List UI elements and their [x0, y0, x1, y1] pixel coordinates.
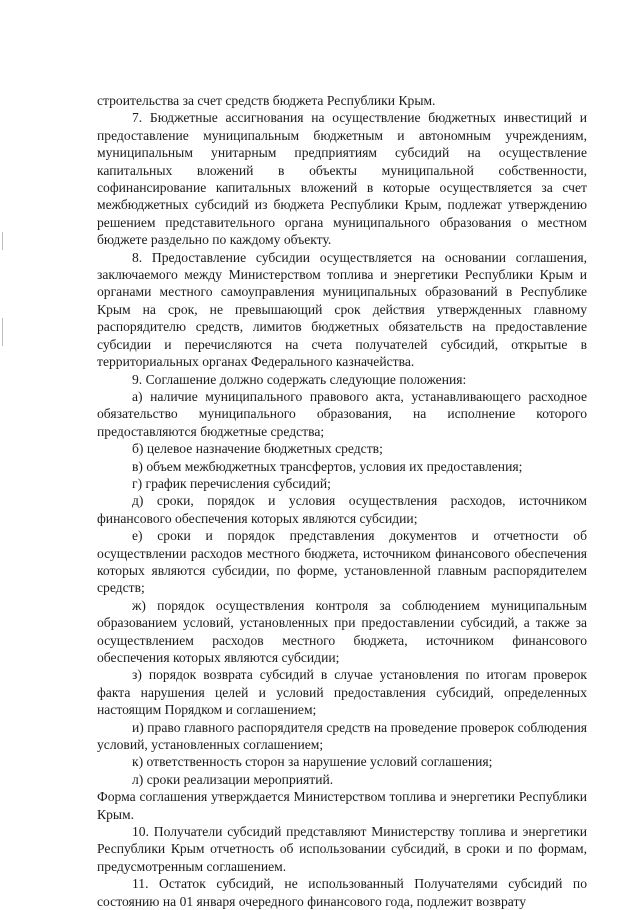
document-body — [97, 92, 587, 910]
list-item-e: е) сроки и порядок представления документов и отчетности об осуществлении расходов местного бюджета, источником финансового обеспечения которых являются субсидии, по форме, установленной главным распорядителем средств; — [97, 528, 587, 596]
list-item-zh: ж) порядок осуществления контроля за соблюдением муниципальным образованием условий, установленных при предоставлении субсидий, а также за осуществлением расходов местного бюджета, источником финансового обеспечения которых являются субсидии; — [97, 597, 587, 665]
paragraph-form-approval: Форма соглашения утверждается Министерством топлива и энергетики Республики Крым. — [97, 789, 587, 822]
list-item-z: з) порядок возврата субсидий в случае установления по итогам проверок факта нарушения целей и условий предоставления субсидий, определенных настоящим Порядком и соглашением; — [97, 667, 587, 718]
scan-margin-mark — [2, 318, 3, 346]
paragraph-11: 11. Остаток субсидий, не использованный Получателями субсидий по состоянию на 01 января очередного финансового года, подлежит возврату — [97, 876, 587, 909]
paragraph-8: 8. Предоставление субсидии осуществляется на основании соглашения, заключаемого между Министерством топлива и энергетики Республики Крым и органами местного самоуправления муниципальных образований в Республике Крым на срок, не превышающий срок действия утвержденных главному распорядителю средств, лимитов бюджетных обязательств на предоставление субсидии и перечисляются на счета получателей субсидий, открытые в территориальных органах Федерального казначейства. — [97, 249, 587, 370]
paragraph-10: 10. Получатели субсидий представляют Министерству топлива и энергетики Республики Крым отчетность об использовании субсидий, в сроки и по формам, предусмотренным соглашением. — [97, 824, 587, 874]
list-item-g: г) график перечисления субсидий; — [132, 475, 331, 491]
list-item-k: к) ответственность сторон за нарушение условий соглашения; — [132, 754, 493, 770]
list-item-l: л) сроки реализации мероприятий. — [132, 771, 334, 787]
list-item-d: д) сроки, порядок и условия осуществления расходов, источником финансового обеспечения которых являются субсидии; — [97, 493, 587, 526]
list-item-i: и) право главного распорядителя средств на проведение проверок соблюдения условий, установленных соглашением; — [97, 719, 587, 753]
list-item-v: в) объем межбюджетных трансфертов, условия их предоставления; — [132, 458, 523, 474]
scan-margin-mark — [2, 232, 3, 250]
list-item-a: а) наличие муниципального правового акта, устанавливающего расходное обязательство муниципального образования, на исполнение которого предоставляются бюджетные средства; — [97, 388, 587, 439]
paragraph-9: 9. Соглашение должно содержать следующие положения: — [132, 371, 467, 387]
paragraph-continuation: строительства за счет средств бюджета Республики Крым. — [97, 93, 436, 108]
list-item-b: б) целевое назначение бюджетных средств; — [132, 441, 383, 457]
paragraph-7: 7. Бюджетные ассигнования на осуществление бюджетных инвестиций и предоставление муниципальным бюджетным и автономным учреждениям, муниципальным унитарным предприятиям субсидий на осуществление капитальных вложений в объекты муниципальной собственности, софинансирование капитальных вложений в которые осуществляется за счет межбюджетных субсидий из бюджета Республики Крым, подлежат утверждению решением представительного органа муниципального образования о местном бюджете раздельно по каждому объекту. — [97, 110, 587, 248]
